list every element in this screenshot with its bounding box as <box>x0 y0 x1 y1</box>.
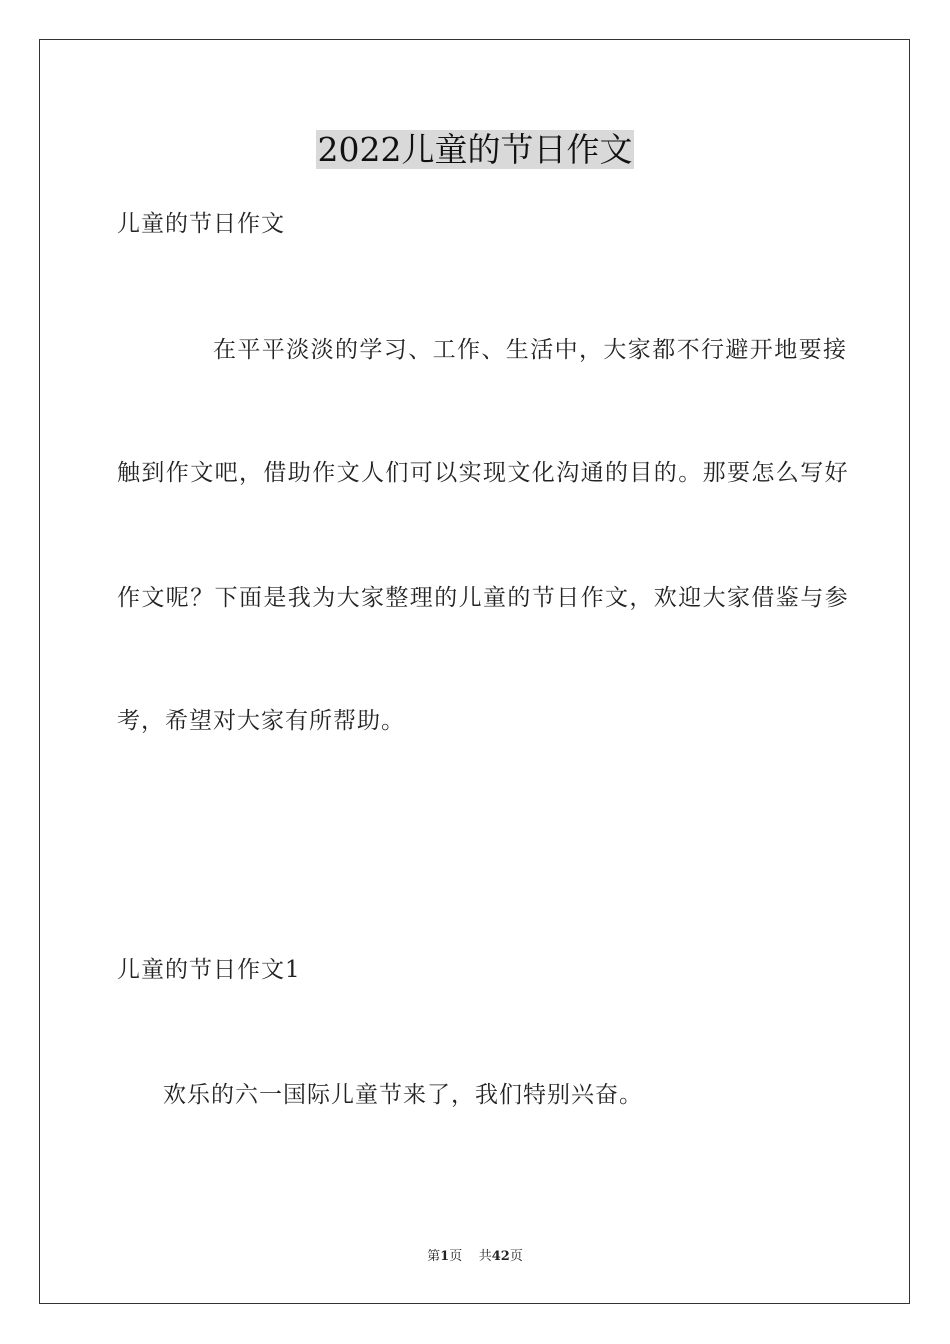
intro-line-3: 作文呢？下面是我为大家整理的儿童的节日作文，欢迎大家借鉴与参 <box>117 585 849 611</box>
document-subtitle: 儿童的节日作文 <box>117 211 285 237</box>
footer-page-number: 1 <box>440 1249 450 1264</box>
section-paragraph-line: 欢乐的六一国际儿童节来了，我们特别兴奋。 <box>163 1082 643 1108</box>
page-footer <box>0 1248 950 1266</box>
footer-total-suffix: 页 <box>509 1249 523 1264</box>
intro-line-2: 触到作文吧，借助作文人们可以实现文化沟通的目的。那要怎么写好 <box>117 460 849 486</box>
document-title <box>0 128 950 172</box>
footer-page-prefix: 第 <box>427 1249 441 1264</box>
footer-total-prefix: 共 <box>478 1249 492 1264</box>
footer-page-suffix: 页 <box>449 1249 463 1264</box>
intro-line-1: 在平平淡淡的学习、工作、生活中，大家都不行避开地要接 <box>213 337 848 363</box>
footer-total-pages: 42 <box>491 1249 510 1264</box>
section-heading: 儿童的节日作文1 <box>117 957 301 983</box>
intro-line-4: 考，希望对大家有所帮助。 <box>117 708 405 734</box>
document-title-text: 2022儿童的节日作文 <box>317 130 633 169</box>
